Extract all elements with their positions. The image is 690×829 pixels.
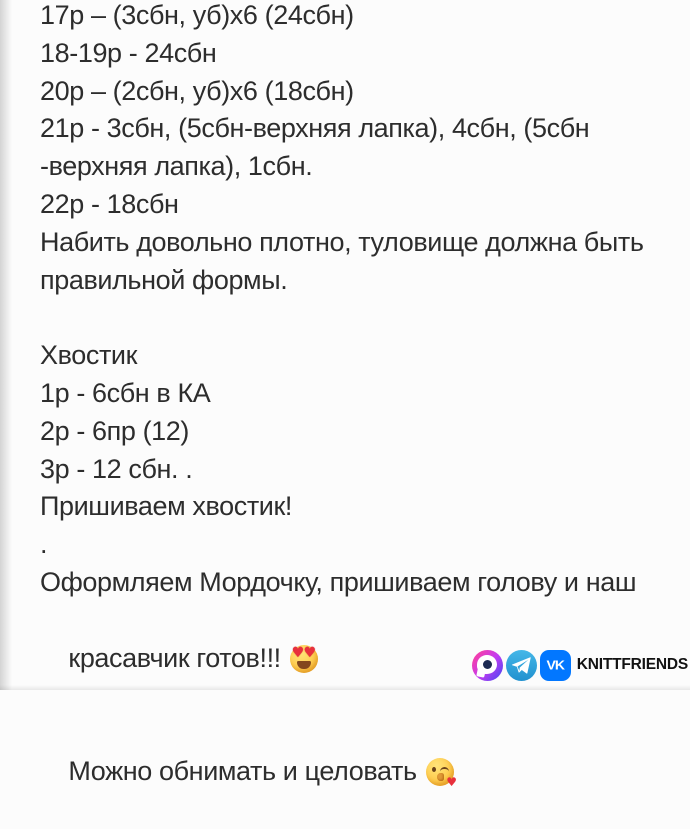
pattern-note-line — [40, 715, 686, 828]
pattern-text-block — [40, 0, 686, 829]
heart-eyes-emoji — [290, 645, 318, 673]
telegram-icon — [506, 650, 537, 681]
pattern-line: 17р – (3сбн, уб)х6 (24сбн) — [40, 0, 354, 30]
pattern-note-text: красавчик готов!!! — [68, 642, 281, 673]
messenger-icon — [472, 650, 503, 681]
telegram-plane-glyph — [506, 650, 537, 681]
watermark-brand: KNITTFRIENDS — [576, 656, 688, 673]
kissing-heart-emoji — [426, 758, 454, 786]
pattern-line: 2р - 6пр (12) — [40, 415, 189, 446]
pattern-note-line: Оформляем Мордочку, пришиваем голову и наш — [40, 566, 637, 597]
pattern-line: 22р - 18сбн — [40, 188, 179, 219]
pattern-line: 20р – (2сбн, уб)х6 (18сбн) — [40, 75, 354, 106]
pattern-line: -верхняя лапка), 1сбн. — [40, 151, 313, 182]
pattern-line: 3р - 12 сбн. . — [40, 453, 193, 484]
pattern-line: Пришиваем хвостик! — [40, 491, 293, 522]
pattern-note-line: Набить довольно плотно, туловище должна быть — [40, 226, 644, 257]
pattern-note-line: правильной формы. — [40, 264, 288, 295]
vk-logo-letters: VK — [546, 657, 564, 673]
blank-line — [40, 299, 686, 337]
pattern-line: . — [40, 529, 48, 560]
pattern-note-text: Можно обнимать и целовать — [68, 755, 417, 786]
vk-icon — [540, 650, 571, 681]
pattern-line: 18-19р - 24сбн — [40, 37, 217, 68]
pattern-line: 21р - 3сбн, (5сбн-верхняя лапка), 4сбн, (5сбн — [40, 113, 590, 144]
section-title-tail: Хвостик — [40, 340, 138, 371]
page-edge-shading-left — [0, 0, 12, 690]
pattern-line: 1р - 6сбн в КА — [40, 377, 211, 408]
watermark — [472, 649, 688, 681]
